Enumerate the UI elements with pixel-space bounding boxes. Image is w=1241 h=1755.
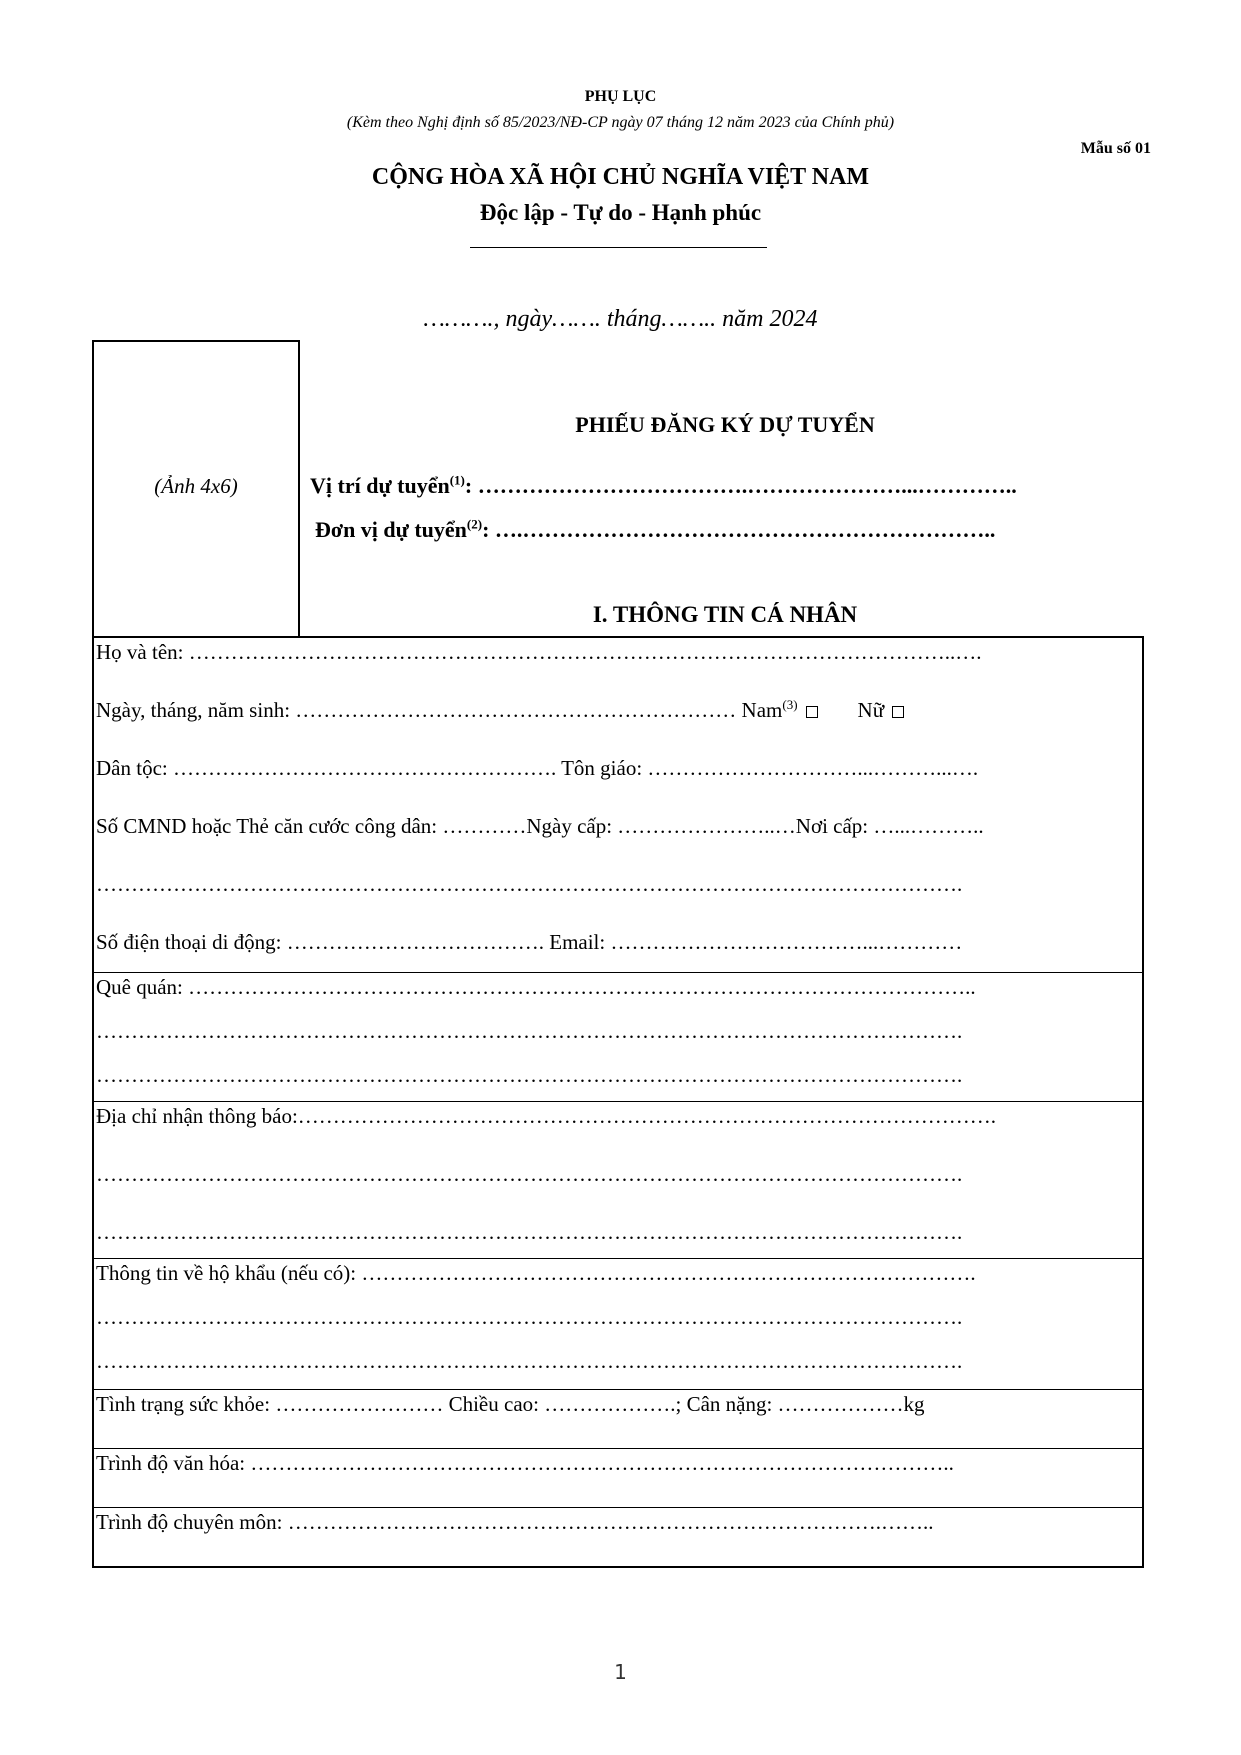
dob-gender-field[interactable] [94, 696, 1142, 754]
female-label: Nữ [857, 698, 885, 722]
household-line-3[interactable]: ……………………………………………………………………………………………………………. [96, 1349, 963, 1373]
id-card-field[interactable]: Số CMND hoặc Thẻ căn cước công dân: …………Ngày cấp: …………………..…Nơi cấp: …...……….. [96, 814, 984, 838]
hometown-line-2[interactable]: ……………………………………………………………………………………………………………. [96, 1019, 963, 1043]
gender-footnote: (3) [782, 697, 798, 712]
form-number: Mẫu số 01 [1080, 140, 1151, 157]
household-field[interactable]: Thông tin về hộ khẩu (nếu có): ……………………………………………………………………………. [96, 1261, 976, 1285]
id-card-continuation[interactable]: ……………………………………………………………………………………………………………. [96, 872, 963, 896]
position-dots: : ……………………………….…………………...………….. [464, 473, 1017, 498]
position-footnote: (1) [449, 472, 465, 488]
identity-block [94, 638, 1142, 973]
full-name-field[interactable]: Họ và tên: ………………………………………………………………………………………………..…. [96, 640, 982, 664]
phone-email-field[interactable]: Số điện thoại di động: ………………………………. Email: ………………………………...………… [96, 930, 963, 954]
health-block [94, 1390, 1142, 1449]
photo-label: (Ảnh 4x6) [154, 474, 238, 498]
motto-underline [470, 247, 767, 248]
page-number: 1 [614, 1660, 627, 1684]
specialty-field[interactable]: Trình độ chuyên môn: ………………………………………………………………………….…….. [96, 1510, 934, 1534]
form-title: PHIẾU ĐĂNG KÝ DỰ TUYỂN [575, 412, 875, 437]
hometown-block [94, 973, 1142, 1102]
address-line-3[interactable]: ……………………………………………………………………………………………………………. [96, 1220, 963, 1244]
section-title: I. THÔNG TIN CÁ NHÂN [592, 602, 858, 627]
hometown-line-3[interactable]: ……………………………………………………………………………………………………………. [96, 1063, 963, 1087]
unit-footnote: (2) [466, 516, 483, 532]
household-line-2[interactable]: ……………………………………………………………………………………………………………. [96, 1305, 963, 1329]
address-line-2[interactable]: ……………………………………………………………………………………………………………. [96, 1162, 963, 1186]
personal-info-table [92, 636, 1144, 1568]
female-checkbox[interactable] [892, 706, 904, 718]
appendix-title: PHỤ LỤC [584, 88, 657, 105]
position-label: Vị trí dự tuyển [310, 473, 450, 498]
unit-dots: : ….……………………………………………………….. [482, 517, 996, 542]
address-field[interactable]: Địa chỉ nhận thông báo:………………………………………………………………………………………. [96, 1104, 997, 1128]
national-motto: Độc lập - Tự do - Hạnh phúc [479, 200, 762, 225]
education-field[interactable]: Trình độ văn hóa: ……………………………………………………………………………………….. [96, 1451, 954, 1475]
male-checkbox[interactable] [806, 706, 818, 718]
national-title: CỘNG HÒA XÃ HỘI CHỦ NGHĨA VIỆT NAM [371, 164, 870, 190]
health-field[interactable]: Tình trạng sức khỏe: …………………… Chiều cao: ……………….; Cân nặng: ………………kg [96, 1392, 925, 1416]
address-block [94, 1102, 1142, 1259]
education-block [94, 1449, 1142, 1508]
dob-label: Ngày, tháng, năm sinh: ……………………………………………………… Nam [96, 698, 783, 722]
date-line: ………., ngày……. tháng…….. năm 2024 [423, 306, 818, 332]
hometown-field[interactable]: Quê quán: ………………………………………………………………………………………………….. [96, 975, 976, 999]
household-block [94, 1259, 1142, 1390]
specialty-block [94, 1508, 1142, 1566]
unit-label: Đơn vị dự tuyển [315, 517, 467, 542]
position-field[interactable] [310, 473, 1017, 499]
ethnicity-religion-field[interactable]: Dân tộc: ………………………………………………. Tôn giáo: …………………………...………...…. [96, 756, 979, 780]
unit-field[interactable] [315, 517, 995, 543]
appendix-reference: (Kèm theo Nghị định số 85/2023/NĐ-CP ngày 07 tháng 12 năm 2023 của Chính phủ) [346, 114, 895, 131]
